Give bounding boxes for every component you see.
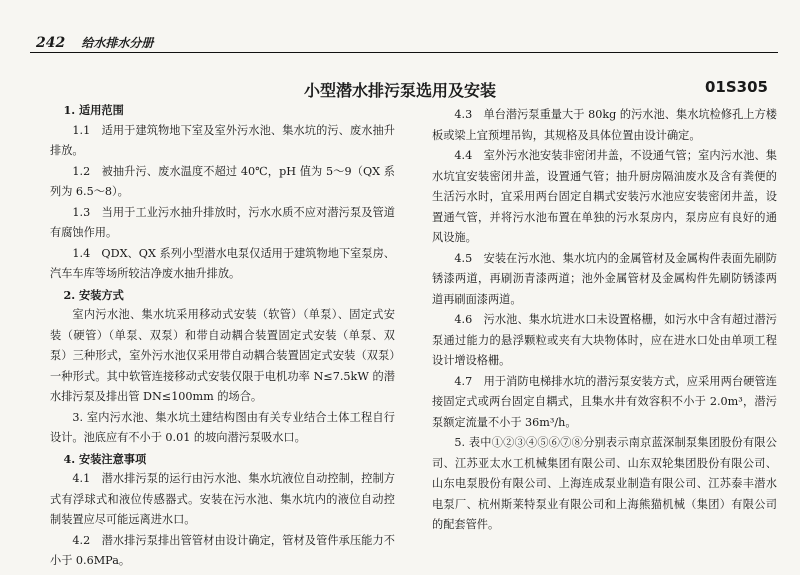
page-number: 242: [36, 35, 66, 51]
book-title: 给水排水分册: [81, 36, 154, 50]
page-header: [36, 34, 153, 51]
paragraph: 1.2 被抽升污、废水温度不超过 40℃，pH 值为 5～9（QX 系列为 6.5～8）。: [50, 164, 395, 198]
paragraph: 4.4 室外污水池安装非密闭井盖，不设通气管；室内污水池、集水坑宜安装密闭井盖，设置通气管；抽升厨房隔油废水及含有粪便的生活污水时，宜采用两台固定自耦式安装污水池应安装密闭井盖，设置通气管，并将污水池布置在单独的污水泵房内，泵房应有良好的通风设施。: [432, 149, 777, 244]
left-column: [50, 100, 395, 570]
paragraph: 4.3 单台潜污泵重量大于 80kg 的污水池、集水坑检修孔上方楼板或梁上宜预埋吊钩，其规格及具体位置由设计确定。: [432, 108, 777, 142]
paragraph: 4.1 潜水排污泵的运行由污水池、集水坑液位自动控制，控制方式有浮球式和液位传感器式。安装在污水池、集水坑内的液位自动控制装置应尽可能远离进水口。: [50, 472, 395, 526]
section-heading: 4. 安装注意事项: [63, 451, 147, 466]
section-heading: 2. 安装方式: [63, 287, 124, 302]
paragraph: 室内污水池、集水坑采用移动式安装（软管）（单泵）、固定式安装（硬管）（单泵、双泵）和带自动耦合装置固定式安装（单泵、双泵）三种形式，室外污水池仅采用带自动耦合装置固定式安装（双泵）一种形式。其中软管连接移动式安装仅限于电机功率 N≤7.5kW 的潜水排污泵及排出管 DN≤100mm 的场合。: [50, 308, 395, 403]
paragraph: 4.2 潜水排污泵排出管管材由设计确定，管材及管件承压能力不小于 0.6MPa。: [50, 533, 395, 567]
section-heading: 1. 适用范围: [63, 103, 124, 117]
header-rule: [30, 52, 778, 53]
paragraph: 1.4 QDX、QX 系列小型潜水电泵仅适用于建筑物地下室泵房、汽车车库等场所较洁净废水抽升排放。: [50, 246, 395, 280]
paragraph: 1.1 适用于建筑物地下室及室外污水池、集水坑的污、废水抽升排放。: [50, 123, 395, 157]
right-column: [432, 105, 777, 575]
paragraph: 4.6 污水池、集水坑进水口未设置格栅，如污水中含有超过潜污泵通过能力的悬浮颗粒或夹有大块物体时，应在进水口处由单项工程设计增设格栅。: [432, 313, 777, 367]
paragraph: 5. 表中①②③④⑤⑥⑦⑧分别表示南京蓝深制泵集团股份有限公司、江苏亚太水工机械集团有限公司、山东双轮集团股份有限公司、山东电泵股份有限公司、上海连成泵业制造有限公司、江苏泰丰潜水电泵厂、杭州斯莱特泵业有限公司和上海熊猫机械（集团）有限公司的配套管件。: [432, 436, 777, 531]
paragraph: 3. 室内污水池、集水坑土建结构图由有关专业结合土体工程自行设计。池底应有不小于 0.01 的坡向潜污泵吸水口。: [50, 410, 395, 444]
document-code: 01S305: [705, 78, 768, 96]
paragraph: 1.3 当用于工业污水抽升排放时，污水水质不应对潜污泵及管道有腐蚀作用。: [50, 205, 395, 239]
document-title: 小型潜水排污泵选用及安装: [303, 81, 496, 100]
paragraph: 4.5 安装在污水池、集水坑内的金属管材及金属构件表面先刷防锈漆两道，再刷沥青漆两道；池外金属管材及金属构件先刷防锈漆两道再刷面漆两道。: [432, 251, 777, 306]
paragraph: 4.7 用于消防电梯排水坑的潜污泵安装方式，应采用两台硬管连接固定式或两台固定自耦式，且集水井有效容积不小于 2.0m³，潜污泵额定流量不小于 36m³/h。: [432, 374, 777, 429]
